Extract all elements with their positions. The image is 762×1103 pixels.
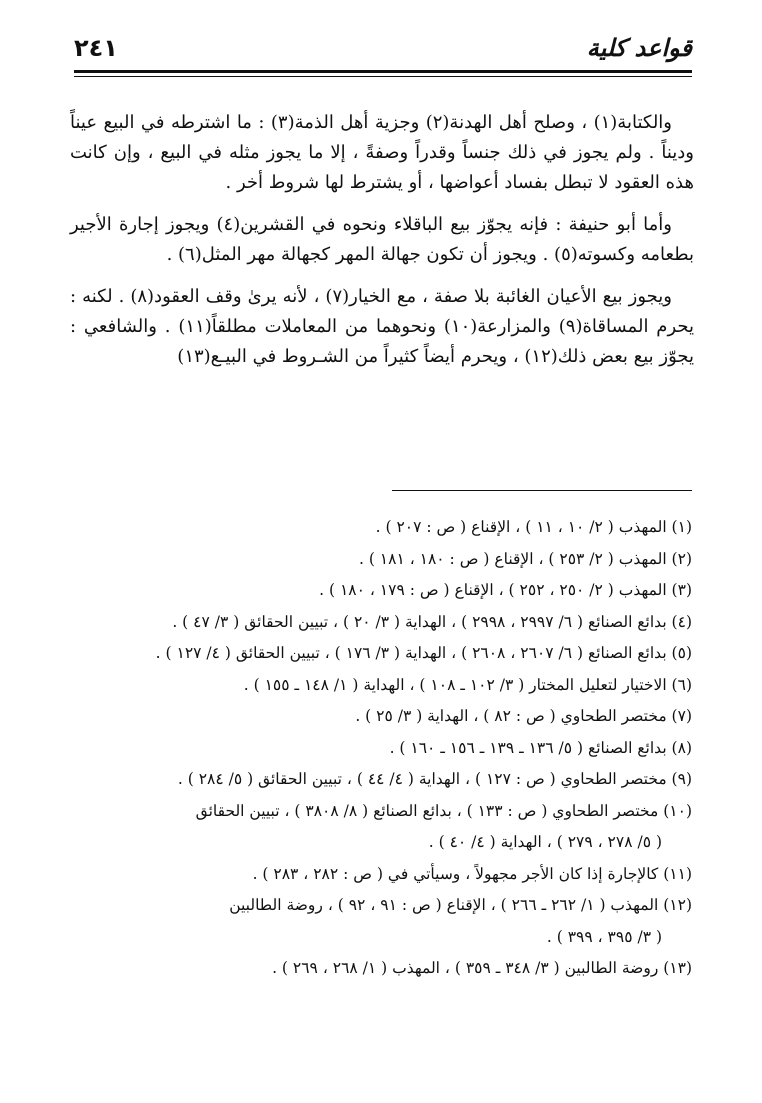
footnotes [80,512,692,985]
footnote-continuation: ( ٣/ ٣٩٥ ، ٣٩٩ ) . [546,927,662,946]
main-text [70,108,694,384]
footnote: (١٣) روضة الطالبين ( ٣/ ٣٤٨ ـ ٣٥٩ ) ، المهذب ( ١/ ٢٦٨ ، ٢٦٩ ) . [272,959,692,977]
footnote: (١) المهذب ( ٢/ ١٠ ، ١١ ) ، الإقناع ( ص : ٢٠٧ ) . [375,518,692,536]
footnote: (٦) الاختيار لتعليل المختار ( ٣/ ١٠٢ ـ ١٠٨ ) ، الهداية ( ١/ ١٤٨ ـ ١٥٥ ) . [243,675,692,694]
footnote-separator [392,490,692,491]
footnote: (٥) بدائع الصنائع ( ٦/ ٢٦٠٧ ، ٢٦٠٨ ) ، الهداية ( ٣/ ١٧٦ ) ، تبيين الحقائق ( ٤/ ١٢٧ ) . [155,644,692,662]
header-rule [74,70,692,73]
footnote: (١٠) مختصر الطحاوي ( ص : ١٣٣ ) ، بدائع الصنائع ( ٨/ ٣٨٠٨ ) ، تبيين الحقائق [195,801,692,820]
running-title: قواعد كلية [586,34,692,62]
footnote: (٧) مختصر الطحاوي ( ص : ٨٢ ) ، الهداية ( ٣/ ٢٥ ) . [355,707,692,725]
footnote-continuation: ( ٥/ ٢٧٨ ، ٢٧٩ ) ، الهداية ( ٤/ ٤٠ ) . [428,833,662,851]
footnote: (٣) المهذب ( ٢/ ٢٥٠ ، ٢٥٢ ) ، الإقناع ( ص : ١٧٩ ، ١٨٠ ) . [319,581,692,599]
footnote: (٨) بدائع الصنائع ( ٥/ ١٣٦ ـ ١٣٩ ـ ١٥٦ ـ ١٦٠ ) . [389,738,692,757]
footnote: (١٢) المهذب ( ١/ ٢٦٢ ـ ٢٦٦ ) ، الإقناع ( ص : ٩١ ، ٩٢ ) ، روضة الطالبين [229,896,692,914]
paragraph: والكتابة(١) ، وصلح أهل الهدنة(٢) وجزية أهل الذمة(٣) : ما اشترطه في البيع عيناً وديناً . ولم يجوز في ذلك جنساً وقدراً وصفةً ، إلا ما يجوز مثله في البيع ، وإن كانت هذه العقود لا تبطل بفساد أعواضها ، أو يشترط لها شروط أخر . [70,112,694,193]
footnote: (٤) بدائع الصنائع ( ٦/ ٢٩٩٧ ، ٢٩٩٨ ) ، الهداية ( ٣/ ٢٠ ) ، تبيين الحقائق ( ٣/ ٤٧ ) . [172,612,692,631]
footnote: (٢) المهذب ( ٢/ ٢٥٣ ) ، الإقناع ( ص : ١٨٠ ، ١٨١ ) . [358,549,692,568]
footnote: (١١) كالإجارة إذا كان الأجر مجهولاً ، وسيأتي في ( ص : ٢٨٢ ، ٢٨٣ ) . [252,864,692,883]
footnote: (٩) مختصر الطحاوي ( ص : ١٢٧ ) ، الهداية ( ٤/ ٤٤ ) ، تبيين الحقائق ( ٥/ ٢٨٤ ) . [177,770,692,788]
header-rule-thin [74,76,692,77]
paragraph: وأما أبو حنيفة : فإنه يجوّز بيع الباقلاء ونحوه في القشرين(٤) ويجوز إجارة الأجير بطعامه وكسوته(٥) . ويجوز أن تكون جهالة المهر كجهالة مهر المثل(٦) . [70,214,694,265]
page-header [74,34,692,70]
paragraph: ويجوز بيع الأعيان الغائبة بلا صفة ، مع الخيار(٧) ، لأنه يرىٰ وقف العقود(٨) . لكنه : يحرم المساقاة(٩) والمزارعة(١٠) ونحوهما من المعاملات مطلقاً(١١) . والشافعي : يجوّز بيع بعض ذلك(١٢) ، ويحرم أيضاً كثيراً من الشـروط في البيـع(١٣) [70,286,695,367]
page-number: ٢٤١ [74,34,118,62]
